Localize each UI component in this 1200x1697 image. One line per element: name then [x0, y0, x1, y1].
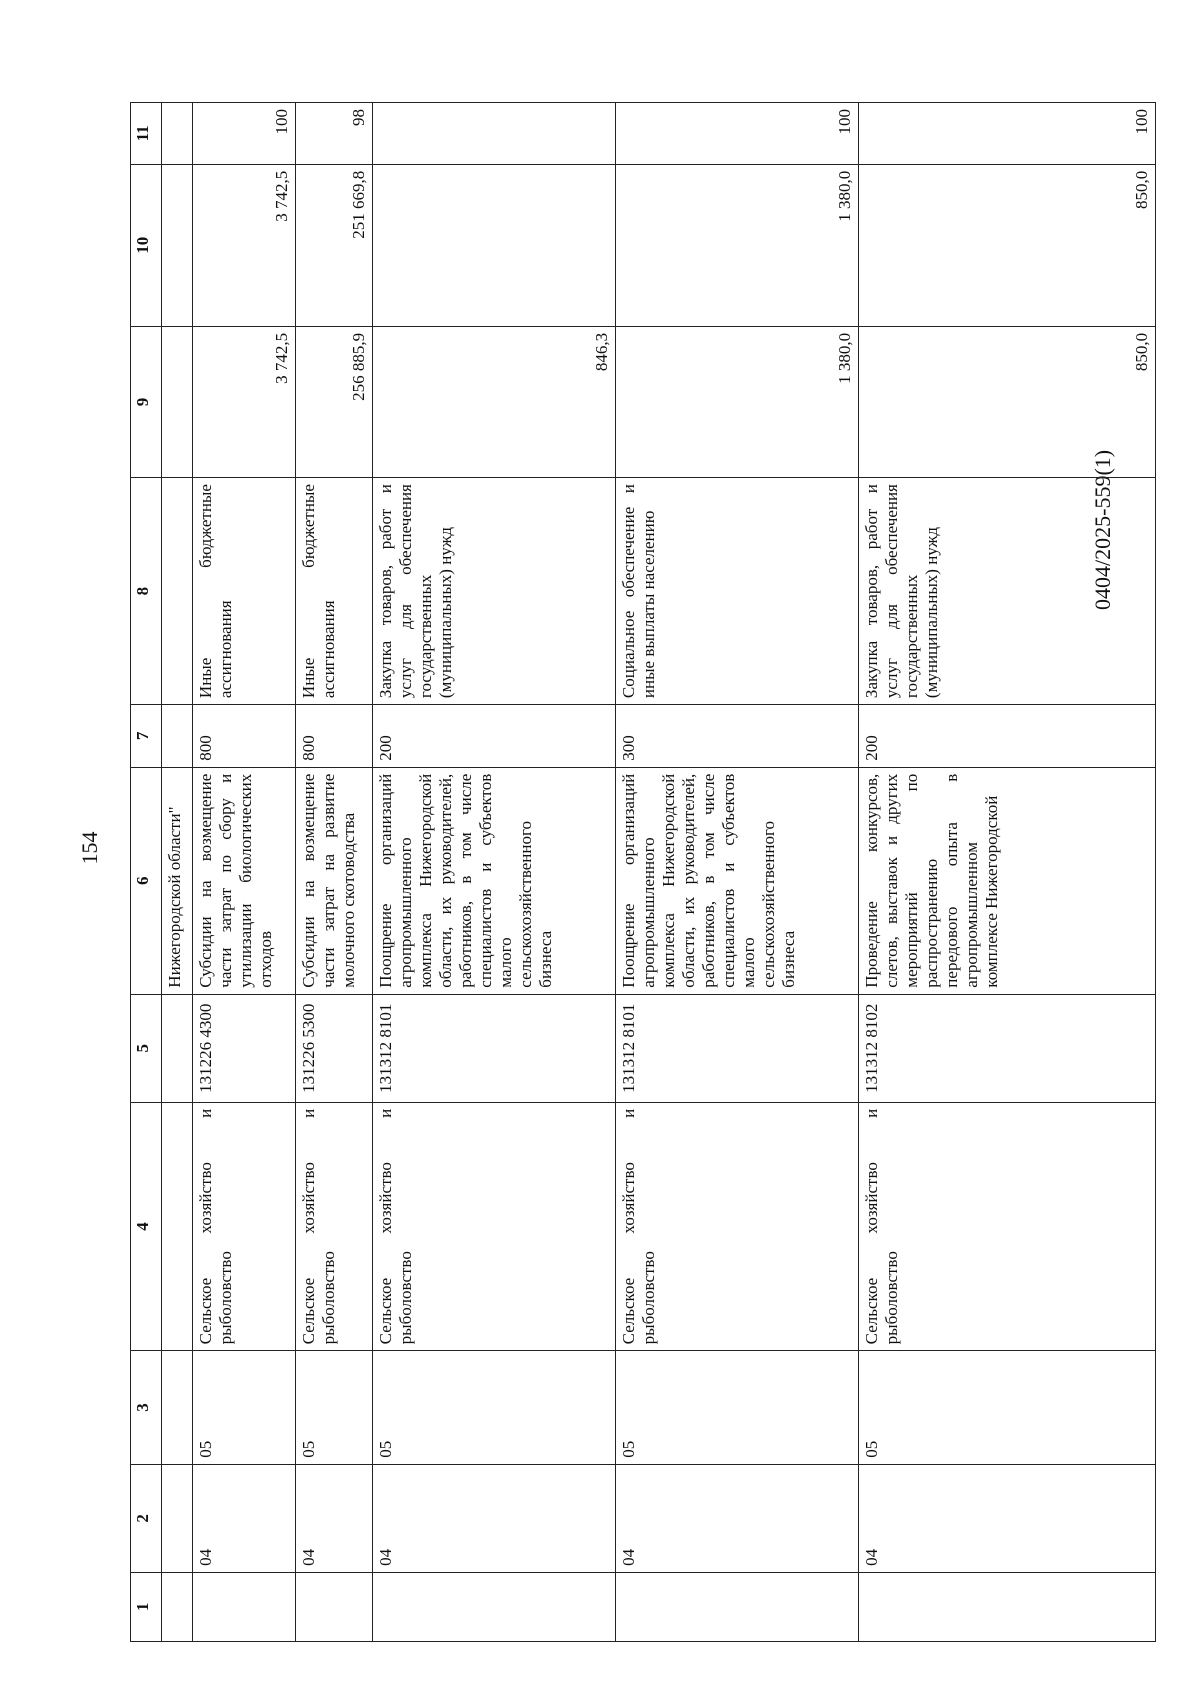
- table-cell: [859, 1572, 1156, 1641]
- cell-expense-type: 200: [373, 705, 616, 768]
- table-row: [296, 103, 373, 1642]
- cell-target-name: Субсидии на возмещение части затрат на развитие молочного скотоводства: [296, 767, 373, 994]
- cell-percent: 100: [193, 103, 296, 165]
- table-row: [373, 103, 616, 1642]
- cell-target-name: Субсидии на возмещение части затрат по сбору и утилизации биологических отходов: [193, 767, 296, 994]
- cell-executed: 251 669,8: [296, 164, 373, 326]
- cell-plan: 3 742,5: [193, 326, 296, 477]
- cell-expense-name: Социальное обеспечение и иные выплаты населению: [616, 478, 859, 705]
- cell-section-name: Сельское хозяйство и рыболовство: [859, 1102, 1156, 1351]
- table-cell: [373, 1572, 616, 1641]
- cell-section-name: Сельское хозяйство и рыболовство: [616, 1102, 859, 1351]
- cell-expense-name: Иные бюджетные ассигнования: [193, 478, 296, 705]
- header-cell: 6: [131, 767, 162, 994]
- cell-expense-name: Закупка товаров, работ и услуг для обеспечения государственных (муниципальных) нужд: [373, 478, 616, 705]
- cell-expense-type: 800: [193, 705, 296, 768]
- cell-plan: 1 380,0: [616, 326, 859, 477]
- header-cell: 7: [131, 705, 162, 768]
- cell-subsection: 05: [193, 1351, 296, 1464]
- header-cell: 3: [131, 1351, 162, 1464]
- continuation-row: [162, 103, 193, 1642]
- header-cell: 1: [131, 1572, 162, 1641]
- cell-executed: 1 380,0: [616, 164, 859, 326]
- table-cell: [193, 1572, 296, 1641]
- document-code: 0404/2025-559(1): [1090, 449, 1115, 610]
- header-cell: 11: [131, 103, 162, 165]
- table-cell: [162, 994, 193, 1102]
- cell-percent: [373, 103, 616, 165]
- table-cell: [162, 705, 193, 768]
- table-row: [193, 103, 296, 1642]
- cell-percent: 98: [296, 103, 373, 165]
- cell-executed: [373, 164, 616, 326]
- page-number: 154: [77, 831, 102, 865]
- cell-expense-name: Закупка товаров, работ и услуг для обеспечения государственных (муниципальных) нужд: [859, 478, 1156, 705]
- cell-section: 04: [616, 1464, 859, 1572]
- table-cell: [162, 326, 193, 477]
- cell-subsection: 05: [859, 1351, 1156, 1464]
- header-cell: 9: [131, 326, 162, 477]
- table-cell: [616, 1572, 859, 1641]
- cell-target-name: Проведение конкурсов, слетов, выставок и других мероприятий по распространению передового опыта в агропромышленном комплексе Нижегородской: [859, 767, 1156, 994]
- table-cell: [296, 1572, 373, 1641]
- rotated-table-container: [130, 102, 1163, 1642]
- cell-target-code: 131312 8102: [859, 994, 1156, 1102]
- cell-subsection: 05: [616, 1351, 859, 1464]
- cell-percent: 100: [859, 103, 1156, 165]
- cell-section: 04: [859, 1464, 1156, 1572]
- cell-subsection: 05: [296, 1351, 373, 1464]
- cell-plan: 846,3: [373, 326, 616, 477]
- cell-target-code: 131226 4300: [193, 994, 296, 1102]
- table-cell: [162, 1572, 193, 1641]
- cell-expense-name: Иные бюджетные ассигнования: [296, 478, 373, 705]
- cell-target-name: Поощрение организаций агропромышленного комплекса Нижегородской области, их руководителей, работников, в том числе специалистов и субъектов малого сельскохозяйственного бизнеса: [373, 767, 616, 994]
- budget-table: [130, 102, 1156, 1642]
- header-row: [131, 103, 162, 1642]
- table-cell: [162, 103, 193, 165]
- cell-plan: 850,0: [859, 326, 1156, 477]
- cell-section-name: Сельское хозяйство и рыболовство: [296, 1102, 373, 1351]
- header-cell: 8: [131, 478, 162, 705]
- cell-section-name: Сельское хозяйство и рыболовство: [373, 1102, 616, 1351]
- cell-target-code: 131226 5300: [296, 994, 373, 1102]
- table-cell: [162, 1351, 193, 1464]
- cell-executed: 850,0: [859, 164, 1156, 326]
- header-cell: 2: [131, 1464, 162, 1572]
- table-cell: [162, 1102, 193, 1351]
- header-cell: 10: [131, 164, 162, 326]
- cell-expense-type: 300: [616, 705, 859, 768]
- cell-expense-type: 200: [859, 705, 1156, 768]
- table-cell: [162, 164, 193, 326]
- cell-executed: 3 742,5: [193, 164, 296, 326]
- header-cell: 4: [131, 1102, 162, 1351]
- table-row: [859, 103, 1156, 1642]
- cell-target-code: 131312 8101: [616, 994, 859, 1102]
- header-cell: 5: [131, 994, 162, 1102]
- table-cell: [162, 1464, 193, 1572]
- table-row: [616, 103, 859, 1642]
- table-cell: [162, 478, 193, 705]
- cell-percent: 100: [616, 103, 859, 165]
- cell-target-name: Поощрение организаций агропромышленного комплекса Нижегородской области, их руководителей, работников, в том числе специалистов и субъектов малого сельскохозяйственного бизнеса: [616, 767, 859, 994]
- cell-section: 04: [373, 1464, 616, 1572]
- cell-target-code: 131312 8101: [373, 994, 616, 1102]
- cell-subsection: 05: [373, 1351, 616, 1464]
- cell-section-name: Сельское хозяйство и рыболовство: [193, 1102, 296, 1351]
- cell-plan: 256 885,9: [296, 326, 373, 477]
- continuation-text: Нижегородской области": [162, 767, 193, 994]
- cell-expense-type: 800: [296, 705, 373, 768]
- cell-section: 04: [193, 1464, 296, 1572]
- cell-section: 04: [296, 1464, 373, 1572]
